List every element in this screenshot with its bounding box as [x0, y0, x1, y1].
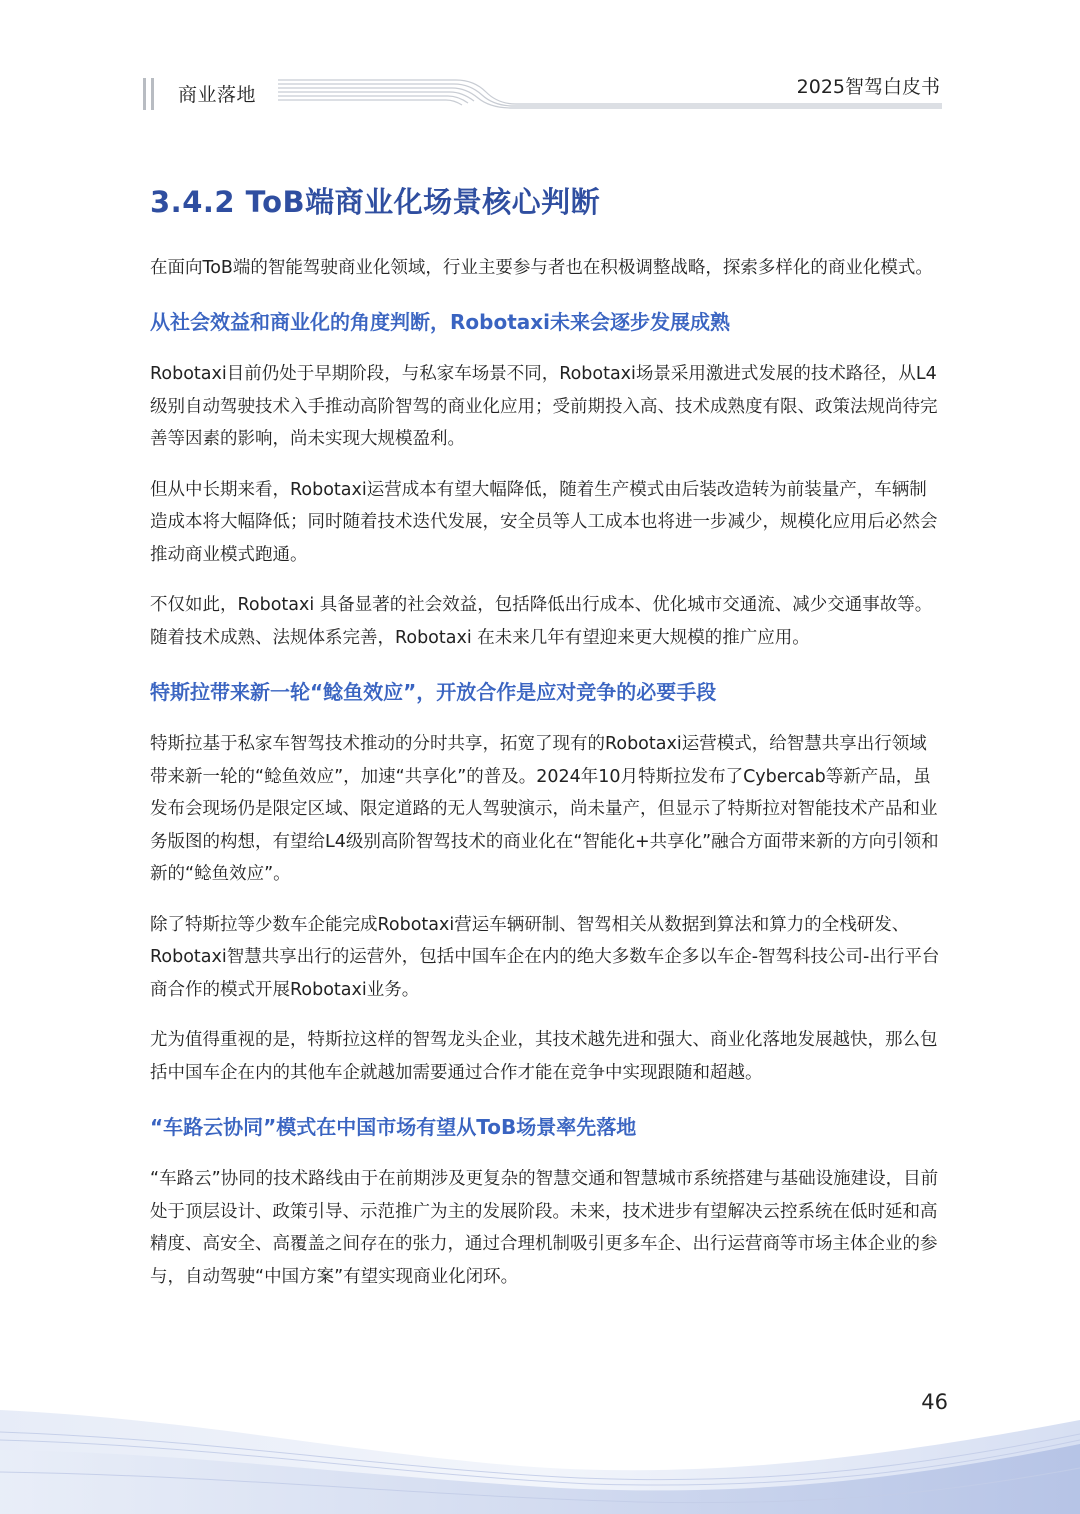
header-bar-right [151, 78, 154, 110]
paragraph: 不仅如此，Robotaxi 具备显著的社会效益，包括降低出行成本、优化城市交通流、减少交通事故等。随着技术成熟、法规体系完善，Robotaxi 在未来几年有望迎来更大规模的推广应用。 [150, 595, 933, 648]
subheading-tesla: 特斯拉带来新一轮“鲶鱼效应”，开放合作是应对竞争的必要手段 [150, 680, 717, 704]
paragraph: 尤为值得重视的是，特斯拉这样的智驾龙头企业，其技术越先进和强大、商业化落地发展越快，那么包括中国车企在内的其他车企就越加需要通过合作才能在竞争中实现跟随和超越。 [150, 1030, 938, 1083]
page-number: 46 [921, 1390, 948, 1414]
subheading-robotaxi: 从社会效益和商业化的角度判断，Robotaxi未来会逐步发展成熟 [150, 310, 731, 334]
header-section-label: 商业落地 [178, 84, 257, 106]
paragraph: 但从中长期来看，Robotaxi运营成本有望大幅降低，随着生产模式由后装改造转为前装量产，车辆制造成本将大幅降低；同时随着技术迭代发展，安全员等人工成本也将进一步减少，规模化应用后必然会推动商业模式跑通。 [150, 479, 938, 565]
paragraph: “车路云”协同的技术路线由于在前期涉及更复杂的智慧交通和智慧城市系统搭建与基础设施建设，目前处于顶层设计、政策引导、示范推广为主的发展阶段。未来，技术进步有望解决云控系统在低时延和高精度、高安全、高覆盖之间存在的张力，通过合理机制吸引更多车企、出行运营商等市场主体企业的参与，自动驾驶“中国方案”有望实现商业化闭环。 [150, 1169, 939, 1287]
paragraph: Robotaxi目前仍处于早期阶段，与私家车场景不同，Robotaxi场景采用激进式发展的技术路径，从L4级别自动驾驶技术入手推动高阶智驾的商业化应用；受前期投入高、技术成熟度有限、政策法规尚待完善等因素的影响，尚未实现大规模盈利。 [150, 364, 938, 449]
paragraph: 除了特斯拉等少数车企能完成Robotaxi营运车辆研制、智驾相关从数据到算法和算力的全栈研发、Robotaxi智慧共享出行的运营外，包括中国车企在内的绝大多数车企多以车企-智驾科技公司-出行平台商合作的模式开展Robotaxi业务。 [150, 914, 940, 1000]
header-bar-left [143, 78, 146, 110]
paragraph: 特斯拉基于私家车智驾技术推动的分时共享，拓宽了现有的Robotaxi运营模式，给智慧共享出行领域带来新一轮的“鲶鱼效应”，加速“共享化”的普及。2024年10月特斯拉发布了Cybercab等新产品，虽发布会现场仍是限定区域、限定道路的无人驾驶演示，尚未量产，但显示了特斯拉对智能技术产品和业务版图的构想，有望给L4级别高阶智驾技术的商业化在“智能化+共享化”融合方面带来新的方向引领和新的“鲶鱼效应”。 [150, 734, 939, 884]
section-intro: 在面向ToB端的智能驾驶商业化领域，行业主要参与者也在积极调整战略，探索多样化的商业化模式。 [150, 258, 933, 278]
subheading-vehicle-road-cloud: “车路云协同”模式在中国市场有望从ToB场景率先落地 [150, 1115, 637, 1139]
section-title: 3.4.2 ToB端商业化场景核心判断 [150, 185, 601, 219]
header-report-title: 2025智驾白皮书 [796, 76, 940, 98]
footer-wave-decoration [0, 1380, 1080, 1514]
main-content [150, 180, 940, 1293]
page-header [0, 0, 1080, 120]
